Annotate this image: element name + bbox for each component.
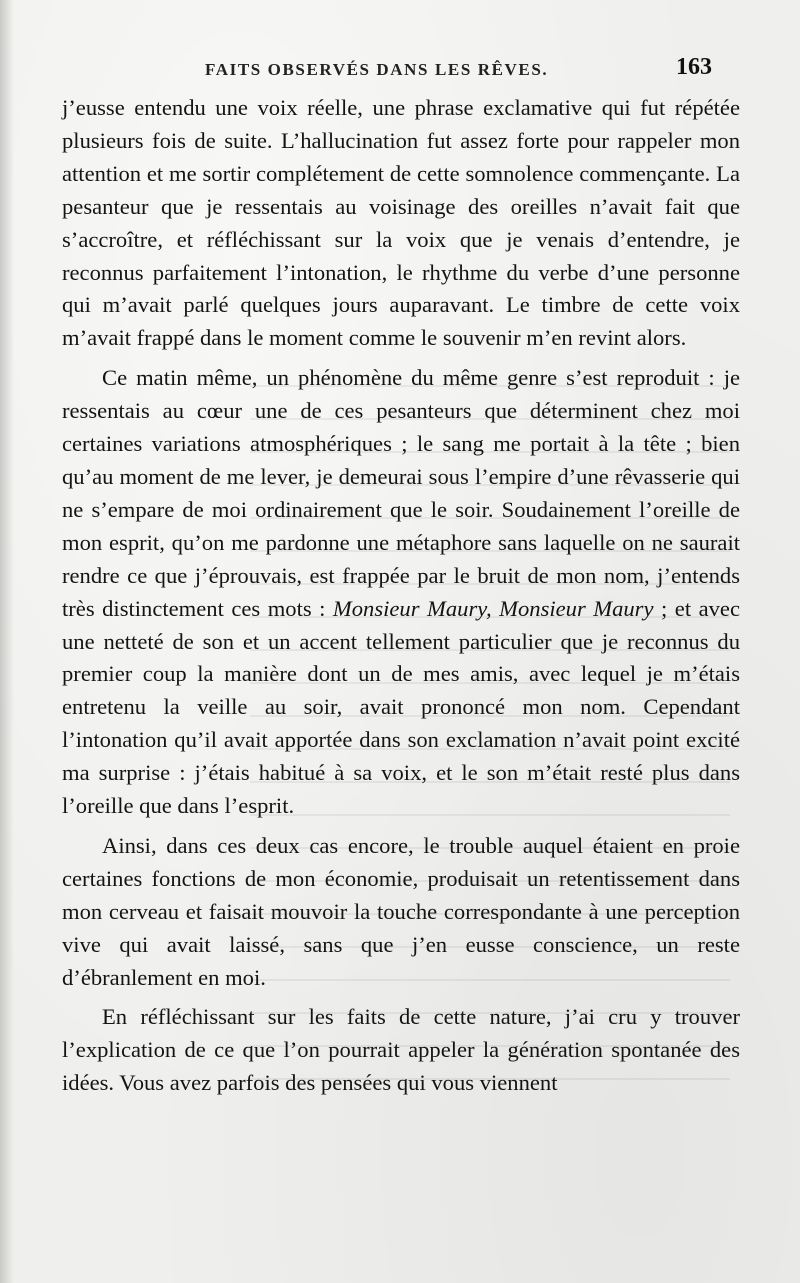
italic-quote-monsieur-maury: Monsieur Maury, Monsieur Maury	[332, 595, 654, 621]
page-gutter-shadow	[0, 0, 14, 1283]
running-title: FAITS OBSERVÉS DANS LES RÊVES.	[205, 60, 549, 79]
paragraph-en-reflechissant: En réfléchissant sur les faits de cette nature, j’ai cru y trouver l’explication de ce que l’on pourrait appeler la génération spontanée des idées. Vous avez parfois des pensées qui vous viennent	[62, 1004, 740, 1096]
paragraph-ainsi: Ainsi, dans ces deux cas encore, le trouble auquel étaient en proie certaines fonctions de mon économie, produisait un retentissement dans mon cerveau et faisait mouvoir la touche correspondante à une perception vive qui avait laissé, sans que j’en eusse conscience, un reste d’ébranlement en moi.	[62, 832, 740, 990]
paragraph-continued: j’eusse entendu une voix réelle, une phrase exclamative qui fut répétée plusieurs fois de suite. L’hallucination fut assez forte pour rappeler mon attention et me sortir complétement de cette somnolence commençante. La pesanteur que je ressentais au voisinage des oreilles n’avait fait que s’accroître, et réfléchissant sur la voix que je venais d’entendre, je reconnus parfaitement l’intonation, le rhythme du verbe d’une personne qui m’avait parlé quelques jours auparavant. Le timbre de cette voix m’avait frappé dans le moment comme le souvenir m’en revint alors.	[62, 95, 740, 351]
paragraph-text-before-italic: Ce matin même, un phénomène du même genre s’est reproduit : je ressentais au cœur une de ces pesanteurs que déterminent chez moi certaines variations atmosphériques ; le sang me portait à la tête ; bien qu’au moment de me lever, je demeurai sous l’empire d’une rêvasserie qui ne s’empare de moi ordinairement que le soir. Soudainement l’oreille de mon esprit, qu’on me pardonne une métaphore sans laquelle on ne saurait rendre ce que j’éprouvais, est frappée par le bruit de mon nom, j’entends très distinctement ces mots :	[62, 365, 740, 621]
paragraph-text-after-italic: ; et avec une netteté de son et un accent tellement particulier que je reconnus du premier coup la manière dont un de mes amis, avec lequel je m’étais entretenu la veille au soir, avait prononcé mon nom. Cependant l’intonation qu’il avait apportée dans son exclamation n’avait point excité ma surprise : j’étais habitué à sa voix, et le son m’était resté plus dans l’oreille que dans l’esprit.	[62, 595, 740, 819]
page-number: 163	[676, 54, 712, 80]
body-text	[62, 92, 740, 1100]
paragraph-ce-matin	[62, 362, 740, 823]
running-header	[60, 52, 720, 86]
